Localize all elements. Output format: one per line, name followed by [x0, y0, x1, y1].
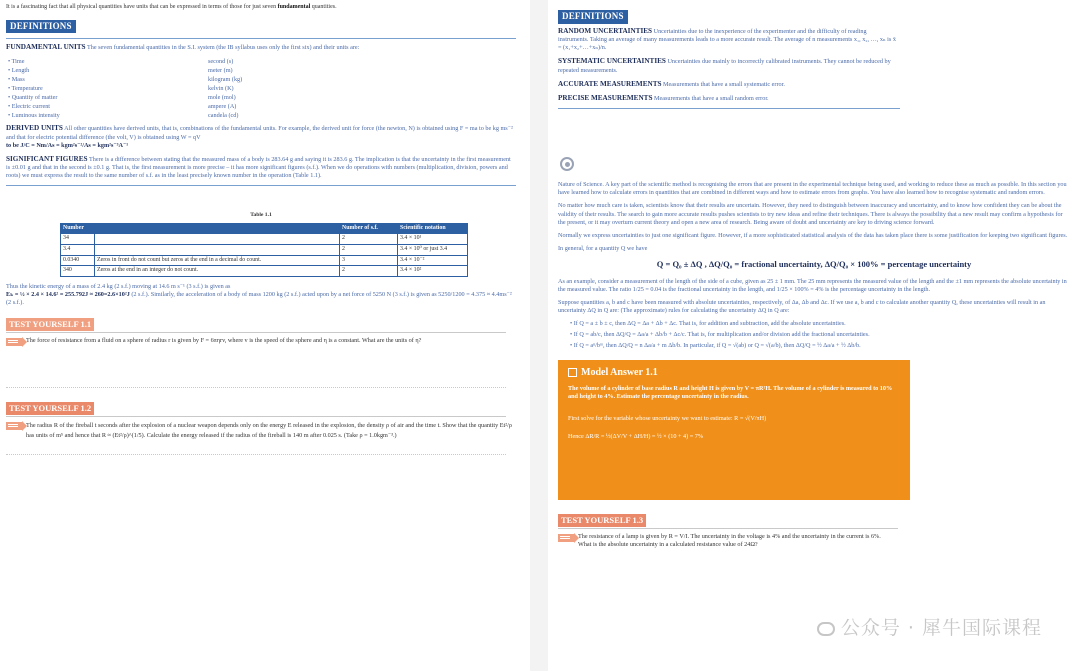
table-cell: Zeros in front do not count but zeros at the end in a decimal do count. — [95, 255, 340, 266]
table-cell: 2 — [340, 234, 398, 245]
model-answer-question: The volume of a cylinder of base radius R and height H is given by V = πR²H. The volume of a cylinder is measured to 10% and height to 4%. Estimate the percentage uncertainty in the radius. — [568, 385, 893, 401]
table-cell: 3.4 × 10⁰ or just 3.4 — [398, 244, 468, 255]
definition-term: ACCURATE MEASUREMENTS — [558, 79, 662, 88]
definition-text: Measurements that have a small random error. — [654, 94, 769, 102]
table-cell: 2 — [340, 266, 398, 277]
table-header: Number — [61, 223, 95, 234]
table-cell: 340 — [61, 266, 95, 277]
test-question-1-2: The radius R of the fireball t seconds after the explosion of a nuclear weapon depends only on the energy E released in the explosion, the density ρ of air and the time t. Show that the quantity Et²/ρ has units of m⁵ and hence that R ≈ (Et²/ρ)^(1/5). Calculate the energy released if the radius of the fireball is 140 m after 0.025 s. (Take ρ = 1.0kgm⁻³.) — [6, 421, 516, 441]
model-answer-box — [558, 360, 910, 500]
definition-item — [558, 94, 898, 103]
wechat-icon — [817, 622, 835, 636]
definition-item — [558, 57, 898, 74]
model-answer-step-2: Hence ΔR/R = ½(ΔV/V + ΔH/H) = ½ × (10 + 4) = 7% — [568, 433, 704, 441]
divider — [558, 108, 900, 109]
puzzle-icon — [568, 368, 577, 377]
table-cell: 3 — [340, 255, 398, 266]
unit-quantity: • Length — [8, 66, 30, 74]
sig-fig-table — [60, 223, 468, 277]
uncertainty-equation: Q = Q₀ ± ΔQ , ΔQ/Q₀ = fractional uncertainty, ΔQ/Q₀ × 100% = percentage uncertainty — [656, 258, 972, 269]
unit-name: kelvin (K) — [208, 85, 234, 93]
page-gutter — [530, 0, 548, 671]
dotted-rule — [6, 350, 506, 388]
intro-text: It is a fascinating fact that all physical quantities have units that can be expressed in terms of those for just seven fundamental quantities. — [6, 4, 337, 10]
kinetic-energy-text: Thus the kinetic energy of a mass of 2.4 kg (2 s.f.) moving at 14.6 m s⁻¹ (3 s.f.) is given as Eₖ = ½ × 2.4 × 14.6² = 255.792J ≈ 260=2.6×10²J (2 s.f.). Similarly, the acceleration of a body of mass 1200 kg (2 s.f.) acted upon by a net force of 5250 N (3 s.f.) is given as 5250/1200 = 4.375 ≈ 4.4ms⁻² (2 s.f.). — [6, 282, 512, 306]
table-cell: 2 — [340, 244, 398, 255]
table-caption: Table 1.1 — [250, 212, 272, 219]
unit-name: ampere (A) — [208, 103, 237, 111]
sig-fig-paragraph: Normally we express uncertainties to just one significant figure. However, if a more sophisticated statistical analysis of the data has taken place there is some justification for keeping two significant figures. — [558, 231, 1068, 239]
unit-quantity: • Temperature — [8, 85, 43, 93]
table-row — [61, 255, 468, 266]
table-cell: 34 — [61, 234, 95, 245]
divider — [6, 185, 516, 186]
unit-quantity: • Mass — [8, 75, 25, 83]
test-question-1-3: The resistance of a lamp is given by R = V/I. The uncertainty in the voltage is 4% and the uncertainty in the current is 6%. What is the absolute uncertainty in a calculated resistance value of 24Ω? — [558, 533, 888, 549]
table-header: Number of s.f. — [340, 223, 398, 234]
model-answer-step-1: First solve for the variable whose uncertainty we want to estimate: R = √(V/πH) — [568, 415, 767, 423]
dotted-rule — [6, 445, 506, 455]
unit-name: second (s) — [208, 57, 234, 65]
unit-name: mole (mol) — [208, 94, 236, 102]
unit-quantity: • Luminous intensity — [8, 112, 60, 120]
table-cell: Zeros at the end in an integer do not count. — [95, 266, 340, 277]
rule-item: • If Q = aⁿ/bᵐ, then ΔQ/Q = n Δa/a + m Δb/b. In particular, if Q = √(ab) or Q = √(a/b), then ΔQ/Q = ½ Δa/a + ½ Δb/b. — [570, 342, 861, 350]
definitions-heading: DEFINITIONS — [558, 10, 628, 24]
definitions-list — [558, 27, 898, 104]
model-answer-title: Model Answer 1.1 — [568, 366, 900, 379]
unit-name: meter (m) — [208, 66, 233, 74]
table-row — [61, 234, 468, 245]
arrow-icon — [558, 534, 574, 542]
divider — [6, 38, 516, 39]
unit-name: candela (cd) — [208, 112, 239, 120]
definition-item — [558, 27, 898, 52]
table-header: Scientific notation — [398, 223, 468, 234]
table-cell: 3.4 × 10⁻² — [398, 255, 468, 266]
definitions-heading: DEFINITIONS — [6, 20, 76, 34]
fundamental-units-def: FUNDAMENTAL UNITS The seven fundamental quantities in the S.I. system (the IB syllabus uses only the first six) and their units are: — [6, 43, 360, 52]
unit-quantity: • Electric current — [8, 103, 51, 111]
table-cell: 3.4 × 10² — [398, 266, 468, 277]
definition-text: Measurements that have a small systematic error. — [663, 80, 785, 88]
arrow-icon — [6, 422, 22, 430]
rule-item: • If Q = ab/c, then ΔQ/Q = Δa/a + Δb/b + Δc/c. That is, for multiplication and/or division add the fractional uncertainties. — [570, 331, 870, 339]
nature-of-science-icon — [560, 157, 574, 171]
unit-name: kilogram (kg) — [208, 75, 243, 83]
unit-quantity: • Time — [8, 57, 25, 65]
test-question-1-1: The force of resistance from a fluid on a sphere of radius r is given by F = 6πηrv, where v is the speed of the sphere and η is a constant. What are the units of η? — [6, 337, 516, 346]
uncertainty-paragraph: No matter how much care is taken, scientists know that their results are uncertain. However, they need to distinguish between inaccuracy and uncertainty, and to know how confident they can be about the validity of their results. The search to gain more accurate results pushes scientists to try new ideas and refine their techniques. There is always the possibility that a new result may confirm a hypothesis for the present, or it may overturn current theory and open a new area of research. Being aware of doubt and uncertainty are key to driving science forward. — [558, 202, 1063, 226]
table-cell: 0.0340 — [61, 255, 95, 266]
test-yourself-1-2-heading: TEST YOURSELF 1.2 — [6, 402, 94, 415]
divider — [558, 528, 898, 529]
test-yourself-1-3-heading: TEST YOURSELF 1.3 — [558, 514, 646, 527]
table-cell: 3.4 × 10¹ — [398, 234, 468, 245]
significant-figures-def: SIGNIFICANT FIGURES There is a difference between stating that the measured mass of a body is 283.64 g and saying it is 283.6 g. The implication is that the uncertainty in the first measurement is ±0.01 g and that in the second is ±0.1 g. That is, the first measurement is more precise – it has more significant figures (s.f.). When we do operations with numbers (multiplication, division, powers and roots) we must express the result to the same number of s.f. as in the least precisely known number in the operation (Table 1.1). — [6, 154, 511, 180]
arrow-icon — [6, 338, 22, 346]
divider — [6, 416, 506, 417]
definition-term: RANDOM UNCERTAINTIES — [558, 26, 653, 35]
rule-item: • If Q = a ± b ± c, then ΔQ = Δa + Δb + Δc. That is, for addition and subtraction, add the absolute uncertainties. — [570, 320, 846, 328]
definition-term: PRECISE MEASUREMENTS — [558, 93, 653, 102]
definition-text: Uncertainties due mainly to incorrectly calibrated instruments. They cannot be reduced by repeated measurements. — [558, 58, 891, 74]
nature-of-science-text: Nature of Science. A key part of the scientific method is recognising the errors that are present in the experimental technique being used, and working to reduce these as much as possible. In this section you have learned how to calculate errors in quantities that are combined in different ways and how to estimate errors from graphs. You have also learned how to recognise systematic and random errors. — [558, 181, 1067, 197]
left-page — [0, 0, 530, 671]
unit-quantity: • Quantity of matter — [8, 94, 58, 102]
right-page — [548, 0, 1080, 671]
table-cell — [95, 244, 340, 255]
units-list — [8, 58, 516, 120]
table-cell: 3.4 — [61, 244, 95, 255]
derived-units-def: DERIVED UNITS All other quantities have derived units, that is, combinations of the fundamental units. For example, the derived unit for force (the newton, N) is obtained using F = ma to be kg ms⁻² and that for electric potential difference (the volt, V) is obtained using W = qV to be J/C = Nm/As = kgm²s⁻²/As = kgm²s⁻³A⁻¹ — [6, 124, 513, 149]
table-row — [61, 244, 468, 255]
table-row — [61, 266, 468, 277]
general-paragraph: In general, for a quantity Q we have — [558, 244, 648, 252]
test-yourself-1-1-heading: TEST YOURSELF 1.1 — [6, 318, 94, 331]
definition-text: Uncertainties due to the inexperience of the experimenter and the difficulty of reading instruments. Taking an average of many measurements leads to a more accurate result. The average of n measurements x₁, x₂, …, xₙ is x̄ = (x₁+x₂+…+xₙ)/n. — [558, 27, 896, 52]
table-header — [95, 223, 340, 234]
divider — [6, 332, 506, 333]
rules-intro-paragraph: Suppose quantities a, b and c have been measured with absolute uncertainties, respectively, of Δa, Δb and Δc. If we use a, b and c to calculate another quantity Q, these uncertainties will result in an uncertainty ΔQ in Q are: (The approximate) rules for calculating the uncertainty ΔQ in Q are: — [558, 298, 1046, 314]
definition-item — [558, 80, 898, 89]
cube-example-paragraph: As an example, consider a measurement of the length of the side of a cube, given as 25 ± 1 mm. The 25 mm represents the measured value of the length and the ±1 mm represents the absolute uncertainty in the measured value. The ratio 1/25 = 0.04 is the fractional uncertainty in the length, and 1/25 × 100% = 4% is the percentage uncertainty in the length. — [558, 277, 1067, 293]
rules-list — [570, 320, 1070, 350]
table-cell — [95, 234, 340, 245]
definition-term: SYSTEMATIC UNCERTAINTIES — [558, 57, 666, 66]
watermark: 公众号 · 犀牛国际课程 — [817, 616, 1042, 641]
